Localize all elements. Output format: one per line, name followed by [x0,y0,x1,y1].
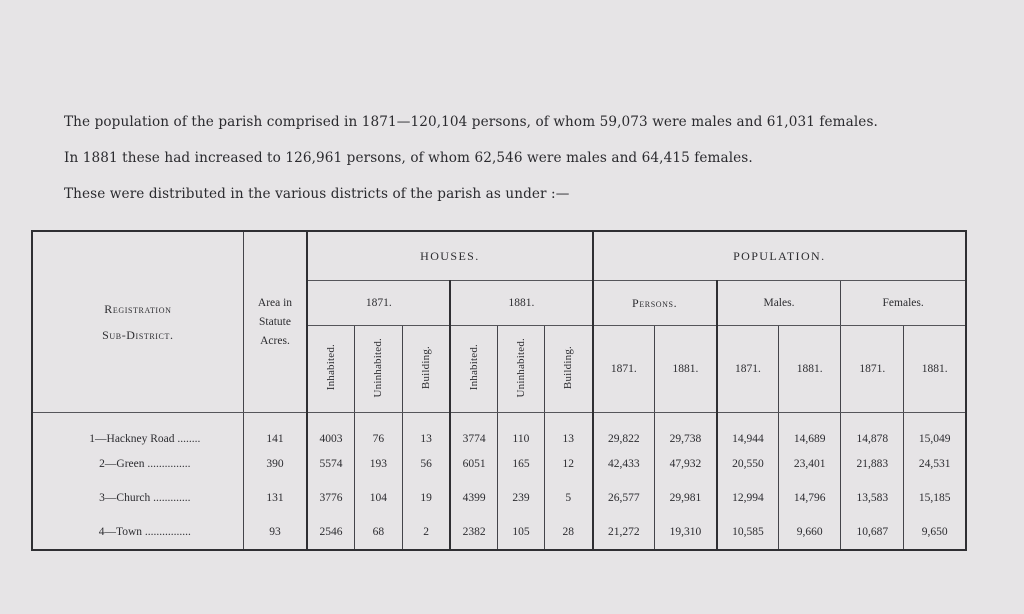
inhabited-1881-value: 2382 [450,515,497,550]
intro-paragraph-2: In 1881 these had increased to 126,961 persons, of whom 62,546 were males and 64,415 females. [64,150,753,166]
houses-1871-header: 1871. [307,281,450,326]
table-row [32,413,966,448]
uninhabited-1871-value: 76 [354,413,402,448]
population-table [31,230,967,551]
inhabited-1881-value: 3774 [450,413,497,448]
uninhabited-1871-value: 193 [354,447,402,481]
building-1871-label: Building. [420,345,433,390]
persons-1871-value: 42,433 [593,447,655,481]
persons-1871-value: 29,822 [593,413,655,448]
area-head-line1: Area in [257,296,293,309]
females-1881-value: 15,049 [904,413,966,448]
inhabited-1881-value: 6051 [450,447,497,481]
registration-subdistrict-header [32,231,243,413]
building-1881-value: 13 [544,413,592,448]
persons-1881-value: 29,981 [655,481,717,515]
females-header: Females. [841,281,966,326]
inhabited-1881-label: Inhabited. [468,344,481,391]
district-name: 4—Town ................ [98,526,191,538]
females-1881-value: 9,650 [904,515,966,550]
inhabited-1871-value: 3776 [307,481,354,515]
males-1871-value: 20,550 [717,447,779,481]
males-1881-value: 9,660 [779,515,841,550]
building-1881-value: 5 [544,481,592,515]
area-value: 93 [243,515,307,550]
table-row [32,481,966,515]
persons-1881-value: 19,310 [655,515,717,550]
persons-1871-value: 21,272 [593,515,655,550]
persons-1881-value: 29,738 [655,413,717,448]
persons-header: Persons. [593,281,717,326]
intro-paragraph-3: These were distributed in the various districts of the parish as under :— [64,186,570,202]
district-name: 3—Church ............. [99,492,191,504]
uninhabited-1881-value: 110 [497,413,544,448]
uninhabited-1881-value: 105 [497,515,544,550]
males-1871-header: 1871. [717,326,779,413]
uninhabited-1881-label: Uninhabited. [514,337,527,398]
inhabited-1871-value: 2546 [307,515,354,550]
males-1881-value: 14,689 [779,413,841,448]
females-1881-header: 1881. [904,326,966,413]
females-1881-value: 15,185 [904,481,966,515]
inhabited-1881-header [450,326,497,413]
males-1881-value: 14,796 [779,481,841,515]
females-1871-value: 21,883 [841,447,904,481]
persons-1881-header: 1881. [655,326,717,413]
area-header [243,231,307,413]
houses-1881-header: 1881. [450,281,592,326]
building-1871-value: 13 [402,413,450,448]
building-1881-value: 12 [544,447,592,481]
uninhabited-1871-value: 68 [354,515,402,550]
building-1881-value: 28 [544,515,592,550]
females-1871-value: 10,687 [841,515,904,550]
persons-1881-value: 47,932 [655,447,717,481]
intro-paragraph-1: The population of the parish comprised in 1871—120,104 persons, of whom 59,073 were males and 61,031 females. [64,114,878,130]
reg-head-line1: Registration [104,302,172,316]
persons-1871-header: 1871. [593,326,655,413]
inhabited-1871-header [307,326,354,413]
building-1871-value: 2 [402,515,450,550]
females-1881-value: 24,531 [904,447,966,481]
area-value: 131 [243,481,307,515]
males-header: Males. [717,281,841,326]
building-1871-header [402,326,450,413]
building-1871-value: 56 [402,447,450,481]
uninhabited-1871-label: Uninhabited. [372,337,385,398]
males-1871-value: 14,944 [717,413,779,448]
inhabited-1881-value: 4399 [450,481,497,515]
district-name: 2—Green ............... [99,458,191,470]
persons-1871-value: 26,577 [593,481,655,515]
females-1871-header: 1871. [841,326,904,413]
males-1871-value: 12,994 [717,481,779,515]
houses-header: HOUSES. [307,231,592,281]
uninhabited-1871-value: 104 [354,481,402,515]
males-1871-value: 10,585 [717,515,779,550]
uninhabited-1881-value: 165 [497,447,544,481]
population-header: POPULATION. [593,231,966,281]
building-1881-label: Building. [562,345,575,390]
inhabited-1871-value: 5574 [307,447,354,481]
area-head-line3: Acres. [260,334,290,347]
males-1881-header: 1881. [779,326,841,413]
males-1881-value: 23,401 [779,447,841,481]
area-value: 141 [243,413,307,448]
inhabited-1871-label: Inhabited. [325,344,338,391]
reg-head-line2: Sub-District. [102,328,174,342]
table-row [32,447,966,481]
district-name: 1—Hackney Road ........ [89,433,201,445]
table-row [32,515,966,550]
building-1881-header [544,326,592,413]
uninhabited-1871-header [354,326,402,413]
area-value: 390 [243,447,307,481]
uninhabited-1881-header [497,326,544,413]
uninhabited-1881-value: 239 [497,481,544,515]
inhabited-1871-value: 4003 [307,413,354,448]
females-1871-value: 13,583 [841,481,904,515]
females-1871-value: 14,878 [841,413,904,448]
area-head-line2: Statute [259,315,291,328]
building-1871-value: 19 [402,481,450,515]
